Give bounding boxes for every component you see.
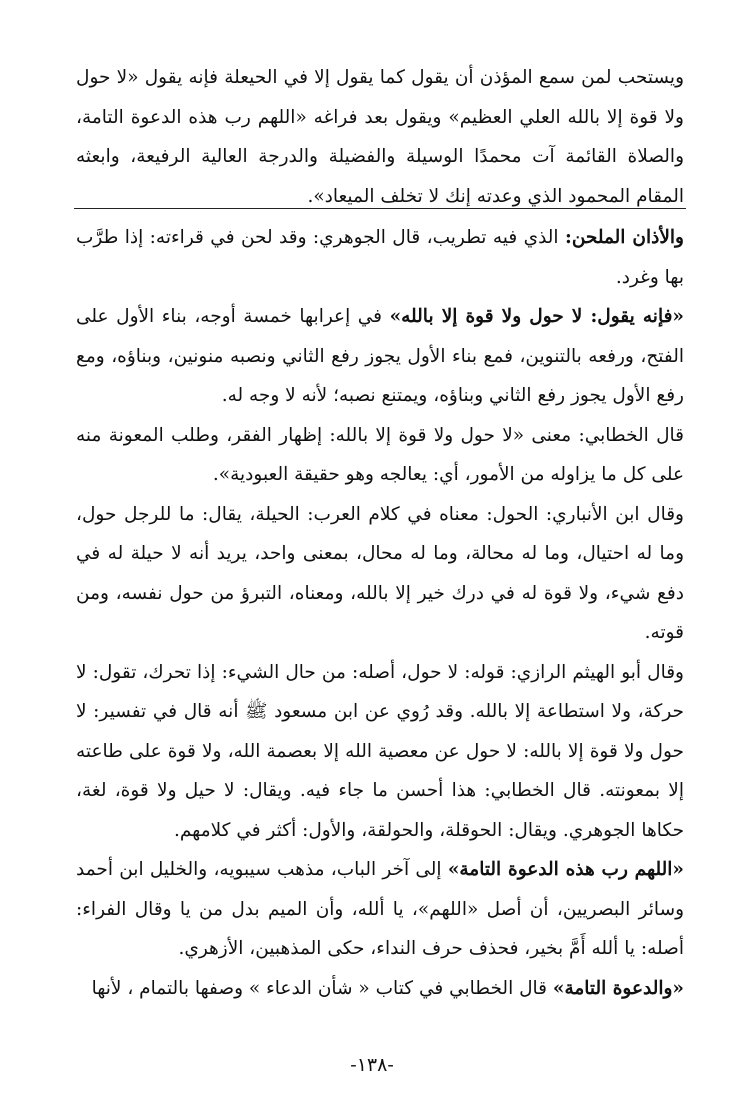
note-paragraph — [76, 850, 684, 969]
note-text: وقال أبو الهيثم الرازي: قوله: لا حول، أصله: من حال الشيء: إذا تحرك، تقول: لا حركة، ولا استطاعة إلا بالله. وقد رُوي عن ابن مسعود ﷺ أنه قال في تفسير: لا حول ولا قوة إلا بالله: لا حول عن معصية الله إلا بعصمة الله، ولا قوة على طاعته إلا بمعونته. قال الخطابي: هذا أحسن ما جاء فيه. ويقال: لا حيل ولا قوة، لغة، حكاها الجوهري. ويقال: الحوقلة، والحولقة، والأول: أكثر في كلامهم. — [76, 661, 684, 841]
page-number: -١٣٨- — [350, 1054, 394, 1076]
main-text-block — [76, 58, 684, 216]
note-paragraph — [76, 297, 684, 416]
note-paragraph — [76, 416, 684, 495]
commentary-notes — [76, 218, 684, 1008]
note-keyword: «والدعوة التامة» — [552, 977, 684, 999]
note-paragraph — [76, 969, 684, 1009]
note-text: الذي فيه تطريب، قال الجوهري: وقد لحن في قراءته: إذا طرَّب بها وغرد. — [76, 227, 684, 288]
note-text: وقال ابن الأنباري: الحول: معناه في كلام العرب: الحيلة، يقال: ما للرجل حول، وما له احتيال، وما له محالة، وما له محال، بمعنى واحد، يريد أنه لا حيلة له في دفع شيء، ولا قوة له في درك خير إلا بالله، ومعناه، التبرؤ من حول نفسه، ومن قوته. — [76, 503, 684, 643]
note-text: إلى آخر الباب، مذهب سيبويه، والخليل ابن أحمد وسائر البصريين، أن أصل «اللهم»، يا ألله، وأن الميم بدل من يا وقال الفراء: أصله: يا ألله أَمَّ بخير، فحذف حرف النداء، حكى المذهبين، الأزهري. — [76, 859, 684, 959]
note-text: قال الخطابي: معنى «لا حول ولا قوة إلا بالله: إظهار الفقر، وطلب المعونة منه على كل ما يزاوله من الأمور، أي: يعالجه وهو حقيقة العبودية». — [76, 424, 684, 485]
note-keyword: والأذان الملحن: — [564, 227, 684, 248]
note-text: قال الخطابي في كتاب « شأن الدعاء » وصفها بالتمام ، لأنها — [91, 977, 553, 999]
note-paragraph — [76, 218, 684, 297]
note-keyword: «فإنه يقول: لا حول ولا قوة إلا بالله» — [389, 306, 684, 327]
main-paragraph: ويستحب لمن سمع المؤذن أن يقول كما يقول إلا في الحيعلة فإنه يقول «لا حول ولا قوة إلا بالله العلي العظيم» ويقول بعد فراغه «اللهم رب هذه الدعوة التامة، والصلاة القائمة آت محمدًا الوسيلة والفضيلة والدرجة العالية الرفيعة، وابعثه المقام المحمود الذي وعدته إنك لا تخلف الميعاد». — [76, 67, 684, 207]
note-paragraph — [76, 495, 684, 653]
note-text: في إعرابها خمسة أوجه، بناء الأول على الفتح، ورفعه بالتنوين، فمع بناء الأول يجوز رفع الثاني ونصبه منونين، وبناؤه، ومع رفع الأول يجوز رفع الثاني وبناؤه، ويمتنع نصبه؛ لأنه لا وجه له. — [76, 306, 684, 406]
note-keyword: «اللهم رب هذه الدعوة التامة» — [447, 859, 684, 880]
footnote-separator — [74, 208, 686, 209]
note-paragraph — [76, 653, 684, 851]
